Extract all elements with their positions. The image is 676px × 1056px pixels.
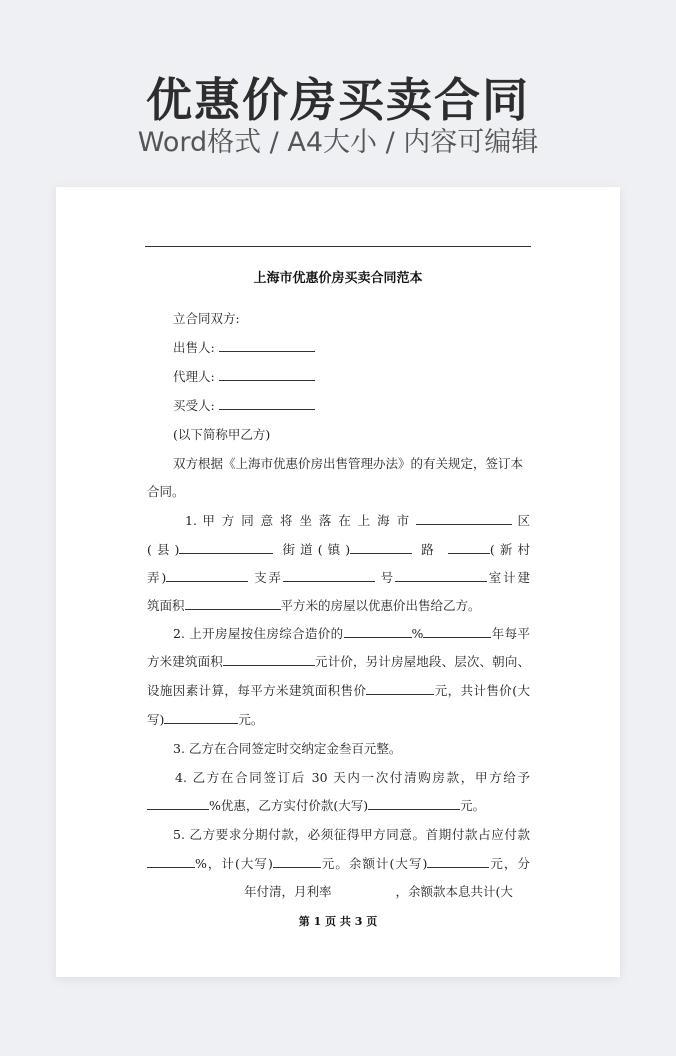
text: 路 [421, 542, 439, 557]
blank [448, 541, 490, 554]
text: (新村 [489, 542, 530, 557]
blank [416, 512, 512, 525]
text: 号 [380, 570, 395, 585]
blank [395, 569, 487, 582]
text: 平方米的房屋以优惠价出售给乙方。 [280, 598, 481, 613]
blank [344, 625, 412, 638]
clause-2-line [147, 653, 530, 671]
clause-1-line [147, 569, 530, 587]
text: %优惠，乙方实付价款(大写) [209, 798, 369, 813]
text: 室计建 [486, 570, 530, 585]
banner-title: 优惠价房买卖合同 [146, 73, 530, 127]
clause-5-line [147, 855, 530, 873]
blank [423, 625, 491, 638]
agent-line [173, 368, 530, 386]
agent-blank [219, 368, 315, 381]
text: 元。余额计(大写) [320, 856, 428, 871]
label: 代理人: [173, 369, 215, 384]
label: 买受人: [173, 398, 215, 413]
banner-subtitle: Word格式 / A4大小 / 内容可编辑 [137, 127, 539, 158]
text: 2. 上开房屋按住房综合造价的 [173, 626, 344, 641]
text: (县) [147, 542, 180, 557]
text: 5. 乙方要求分期付款，必须征得甲方同意。首期付款占应付款 [173, 827, 530, 842]
text: 支弄 [254, 570, 283, 585]
text: %，计(大写) [195, 856, 273, 871]
clause-1-line [185, 512, 530, 530]
header-rule [145, 246, 531, 247]
text: 双方根据《上海市优惠价房出售管理办法》的有关规定，签订本 [173, 456, 524, 471]
text: 年每平 [491, 626, 530, 641]
clause-4-line [147, 797, 530, 815]
clause-2-line [173, 625, 530, 643]
blank [368, 797, 460, 810]
blank [427, 855, 489, 868]
text: 3. 乙方在合同签定时交纳定金叁百元整。 [173, 741, 402, 756]
text: 街道(镇) [282, 542, 351, 557]
page-number: 第 1 页 共 3 页 [298, 915, 378, 928]
text: 区 [517, 513, 530, 528]
blank [185, 597, 281, 610]
text: 弄) [147, 570, 167, 585]
blank [147, 855, 195, 868]
text: 写) [147, 712, 165, 727]
clause-1-line [147, 597, 530, 615]
text: 方米建筑面积 [147, 654, 223, 669]
text: 元。 [238, 712, 264, 727]
blank [273, 855, 321, 868]
seller-blank [219, 339, 315, 352]
clause-2-line [147, 711, 530, 729]
blank [166, 569, 248, 582]
clause-2-line [147, 682, 530, 700]
text: 设施因素计算，每平方米建筑面积售价 [147, 683, 367, 698]
blank [223, 653, 315, 666]
clause-3-line [173, 740, 530, 758]
text: 筑面积 [147, 598, 185, 613]
text: % [411, 626, 424, 641]
intro-line [173, 455, 530, 473]
text: (以下简称甲乙方) [173, 427, 271, 442]
text: 元，分 [489, 856, 530, 871]
document-title: 上海市优惠价房买卖合同范本 [253, 271, 423, 286]
blank [164, 711, 238, 724]
text: 1. 甲 方 同 意 将 坐 落 在 上 海 市 [185, 513, 411, 528]
blank [283, 569, 375, 582]
text: 元。 [460, 798, 486, 813]
text: ，余额款本息共计(大 [395, 884, 513, 899]
blank [147, 797, 209, 810]
parties-line [173, 310, 530, 328]
seller-line [173, 339, 530, 357]
blank [179, 541, 273, 554]
label: 出售人: [173, 340, 215, 355]
text: 元计价，另计房屋地段、层次、朝向、 [314, 654, 530, 669]
intro-line [147, 483, 530, 501]
clause-5-line [173, 826, 530, 844]
abbr-line [173, 426, 530, 444]
text: 合同。 [147, 484, 185, 499]
text: 元，共计售价(大 [434, 683, 530, 698]
text: 年付清，月利率 [244, 884, 332, 899]
clause-4-line [175, 769, 530, 787]
buyer-line [173, 397, 530, 415]
blank [350, 541, 412, 554]
text: 4. 乙方在合同签订后 30 天内一次付清购房款，甲方给予 [175, 770, 530, 785]
clause-5-line [244, 883, 530, 901]
clause-1-line [147, 541, 530, 559]
text: 立合同双方: [173, 311, 240, 326]
buyer-blank [219, 397, 315, 410]
blank [366, 682, 434, 695]
